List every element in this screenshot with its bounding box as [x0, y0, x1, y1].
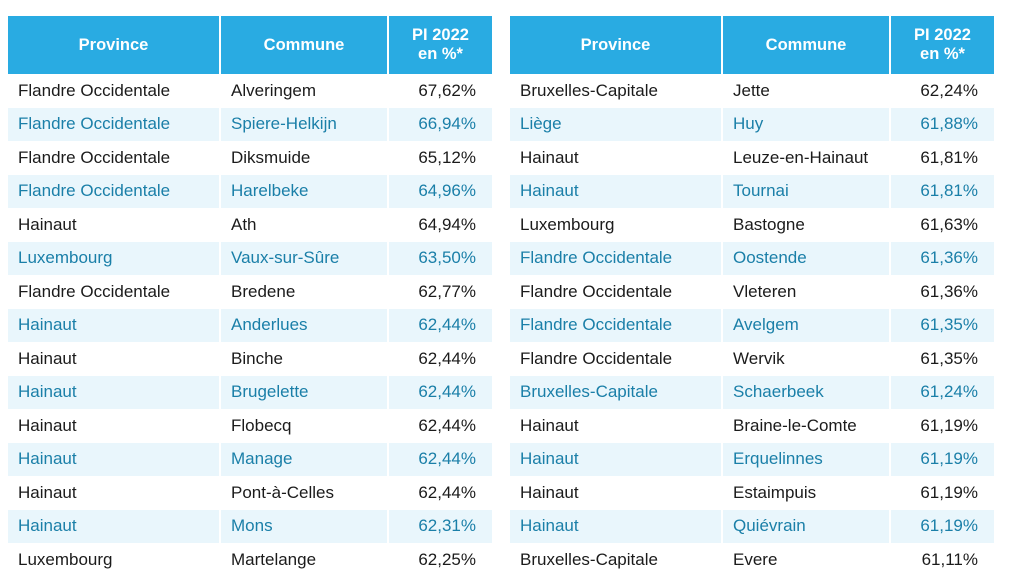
table-row [510, 175, 994, 209]
cell-pi-2022: 63,50% [388, 242, 492, 276]
cell-province: Flandre Occidentale [510, 309, 722, 343]
cell-province: Hainaut [8, 476, 220, 510]
table-header-left [8, 16, 492, 74]
ranking-table-right [510, 16, 994, 577]
cell-pi-2022: 62,44% [388, 342, 492, 376]
cell-pi-2022: 61,19% [890, 443, 994, 477]
cell-commune: Anderlues [220, 309, 388, 343]
cell-province: Hainaut [510, 476, 722, 510]
cell-commune: Alveringem [220, 74, 388, 108]
table-row [8, 175, 492, 209]
cell-province: Hainaut [510, 409, 722, 443]
cell-pi-2022: 62,25% [388, 543, 492, 577]
cell-commune: Martelange [220, 543, 388, 577]
cell-pi-2022: 62,44% [388, 376, 492, 410]
table-row [8, 275, 492, 309]
table-row [8, 208, 492, 242]
cell-province: Hainaut [8, 309, 220, 343]
table-row [510, 74, 994, 108]
cell-pi-2022: 61,19% [890, 409, 994, 443]
cell-commune: Evere [722, 543, 890, 577]
table-row [510, 510, 994, 544]
cell-commune: Leuze-en-Hainaut [722, 141, 890, 175]
table-row [510, 141, 994, 175]
table-row [8, 543, 492, 577]
table-row [510, 476, 994, 510]
cell-pi-2022: 62,77% [388, 275, 492, 309]
column-header-pi-2022 [388, 16, 492, 74]
cell-commune: Vaux-sur-Sûre [220, 242, 388, 276]
cell-pi-2022: 61,81% [890, 141, 994, 175]
cell-commune: Huy [722, 108, 890, 142]
table-row [8, 242, 492, 276]
table-row [8, 342, 492, 376]
cell-commune: Braine-le-Comte [722, 409, 890, 443]
cell-province: Flandre Occidentale [510, 242, 722, 276]
cell-pi-2022: 61,11% [890, 543, 994, 577]
table-row [510, 208, 994, 242]
cell-commune: Harelbeke [220, 175, 388, 209]
table-row [510, 443, 994, 477]
table-row [510, 376, 994, 410]
cell-province: Hainaut [8, 510, 220, 544]
cell-province: Hainaut [8, 443, 220, 477]
column-header-pi-2022-line2: en %* [920, 45, 965, 63]
cell-commune: Diksmuide [220, 141, 388, 175]
cell-pi-2022: 62,44% [388, 476, 492, 510]
cell-commune: Quiévrain [722, 510, 890, 544]
cell-commune: Jette [722, 74, 890, 108]
cell-province: Luxembourg [8, 242, 220, 276]
table-row [8, 443, 492, 477]
cell-commune: Oostende [722, 242, 890, 276]
left-table-wrapper [8, 16, 492, 569]
column-header-pi-2022-line2: en %* [418, 45, 463, 63]
column-header-pi-2022-line1: PI 2022 [412, 26, 469, 45]
table-row [510, 108, 994, 142]
table-row [8, 141, 492, 175]
cell-province: Flandre Occidentale [8, 141, 220, 175]
cell-commune: Tournai [722, 175, 890, 209]
cell-province: Hainaut [8, 409, 220, 443]
cell-province: Flandre Occidentale [8, 74, 220, 108]
table-row [510, 342, 994, 376]
cell-pi-2022: 61,19% [890, 510, 994, 544]
cell-pi-2022: 61,63% [890, 208, 994, 242]
right-table-wrapper [510, 16, 994, 569]
cell-commune: Avelgem [722, 309, 890, 343]
table-row [510, 309, 994, 343]
cell-commune: Bredene [220, 275, 388, 309]
cell-province: Flandre Occidentale [8, 175, 220, 209]
column-header-province: Province [8, 16, 220, 74]
cell-commune: Spiere-Helkijn [220, 108, 388, 142]
cell-pi-2022: 61,24% [890, 376, 994, 410]
cell-commune: Brugelette [220, 376, 388, 410]
cell-pi-2022: 62,44% [388, 409, 492, 443]
cell-commune: Flobecq [220, 409, 388, 443]
cell-pi-2022: 61,35% [890, 342, 994, 376]
cell-pi-2022: 64,96% [388, 175, 492, 209]
table-row [8, 409, 492, 443]
cell-province: Hainaut [510, 141, 722, 175]
table-row [8, 108, 492, 142]
cell-pi-2022: 62,24% [890, 74, 994, 108]
cell-province: Flandre Occidentale [510, 275, 722, 309]
ranking-table-left [8, 16, 492, 577]
table-body-left [8, 74, 492, 577]
cell-commune: Estaimpuis [722, 476, 890, 510]
cell-pi-2022: 67,62% [388, 74, 492, 108]
cell-pi-2022: 62,44% [388, 309, 492, 343]
cell-province: Flandre Occidentale [510, 342, 722, 376]
table-row [510, 242, 994, 276]
table-row [8, 74, 492, 108]
cell-commune: Binche [220, 342, 388, 376]
cell-pi-2022: 64,94% [388, 208, 492, 242]
column-header-province: Province [510, 16, 722, 74]
cell-province: Bruxelles-Capitale [510, 543, 722, 577]
header-row [510, 16, 994, 74]
cell-pi-2022: 61,81% [890, 175, 994, 209]
cell-province: Hainaut [8, 342, 220, 376]
cell-province: Flandre Occidentale [8, 108, 220, 142]
cell-commune: Vleteren [722, 275, 890, 309]
cell-province: Liège [510, 108, 722, 142]
cell-province: Bruxelles-Capitale [510, 376, 722, 410]
cell-province: Hainaut [8, 376, 220, 410]
column-header-pi-2022 [890, 16, 994, 74]
cell-commune: Manage [220, 443, 388, 477]
cell-pi-2022: 65,12% [388, 141, 492, 175]
table-header-right [510, 16, 994, 74]
cell-pi-2022: 66,94% [388, 108, 492, 142]
cell-pi-2022: 61,36% [890, 275, 994, 309]
cell-province: Hainaut [510, 510, 722, 544]
cell-pi-2022: 61,36% [890, 242, 994, 276]
table-row [510, 543, 994, 577]
cell-commune: Bastogne [722, 208, 890, 242]
cell-province: Luxembourg [8, 543, 220, 577]
header-row [8, 16, 492, 74]
table-row [8, 309, 492, 343]
cell-pi-2022: 62,31% [388, 510, 492, 544]
cell-pi-2022: 62,44% [388, 443, 492, 477]
cell-commune: Schaerbeek [722, 376, 890, 410]
cell-province: Hainaut [510, 175, 722, 209]
table-row [510, 275, 994, 309]
cell-commune: Erquelinnes [722, 443, 890, 477]
cell-commune: Wervik [722, 342, 890, 376]
table-row [8, 376, 492, 410]
cell-province: Flandre Occidentale [8, 275, 220, 309]
cell-commune: Mons [220, 510, 388, 544]
cell-province: Luxembourg [510, 208, 722, 242]
column-header-commune: Commune [722, 16, 890, 74]
cell-commune: Pont-à-Celles [220, 476, 388, 510]
table-body-right [510, 74, 994, 577]
cell-province: Bruxelles-Capitale [510, 74, 722, 108]
column-header-commune: Commune [220, 16, 388, 74]
cell-province: Hainaut [510, 443, 722, 477]
cell-pi-2022: 61,35% [890, 309, 994, 343]
table-row [8, 476, 492, 510]
table-row [8, 510, 492, 544]
cell-commune: Ath [220, 208, 388, 242]
cell-province: Hainaut [8, 208, 220, 242]
table-row [510, 409, 994, 443]
cell-pi-2022: 61,19% [890, 476, 994, 510]
cell-pi-2022: 61,88% [890, 108, 994, 142]
column-header-pi-2022-line1: PI 2022 [914, 26, 971, 45]
